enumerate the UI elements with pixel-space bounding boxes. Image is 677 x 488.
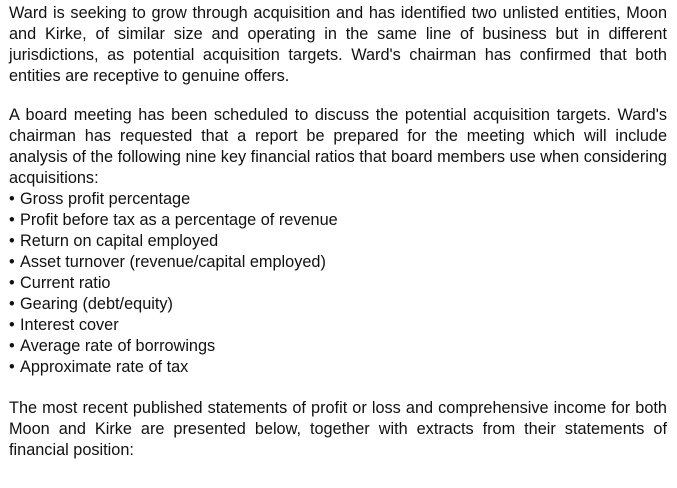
list-item — [9, 189, 667, 210]
intro-paragraph: Ward is seeking to grow through acquisition and has identified two unlisted entities, Moon and Kirke, of similar size and operating in the same line of business but in different jurisdictions, as potential acquisition targets. Ward's chairman has confirmed that both entities are receptive to genuine offers. — [9, 4, 667, 85]
bullet-icon: • — [9, 295, 15, 313]
bullet-icon: • — [9, 337, 15, 355]
bullet-icon: • — [9, 211, 15, 229]
ratio-label: Interest cover — [20, 316, 119, 334]
statements-paragraph: The most recent published statements of profit or loss and comprehensive income for both Moon and Kirke are presented below, together with extracts from their statements of financial position: — [9, 399, 667, 459]
list-item — [9, 273, 667, 294]
board-meeting-paragraph: A board meeting has been scheduled to discuss the potential acquisition targets. Ward's chairman has requested that a report be prepared for the meeting which will include analysis of the following nine key financial ratios that board members use when considering acquisitions: — [9, 106, 667, 187]
bullet-icon: • — [9, 358, 15, 376]
list-item — [9, 336, 667, 357]
list-item — [9, 231, 667, 252]
ratio-label: Profit before tax as a percentage of revenue — [20, 211, 338, 229]
ratio-label: Current ratio — [20, 274, 111, 292]
bullet-icon: • — [9, 253, 15, 271]
bullet-icon: • — [9, 190, 15, 208]
ratio-label: Average rate of borrowings — [20, 337, 216, 355]
list-item — [9, 252, 667, 273]
ratio-label: Gearing (debt/equity) — [20, 295, 173, 313]
bullet-icon: • — [9, 316, 15, 334]
list-item — [9, 210, 667, 231]
ratio-label: Asset turnover (revenue/capital employed) — [20, 253, 326, 271]
ratio-label: Return on capital employed — [20, 232, 219, 250]
list-item — [9, 357, 667, 378]
ratio-label: Gross profit percentage — [20, 190, 191, 208]
financial-ratios-list — [9, 189, 667, 378]
bullet-icon: • — [9, 232, 15, 250]
list-item — [9, 294, 667, 315]
bullet-icon: • — [9, 274, 15, 292]
ratio-label: Approximate rate of tax — [20, 358, 189, 376]
list-item — [9, 315, 667, 336]
